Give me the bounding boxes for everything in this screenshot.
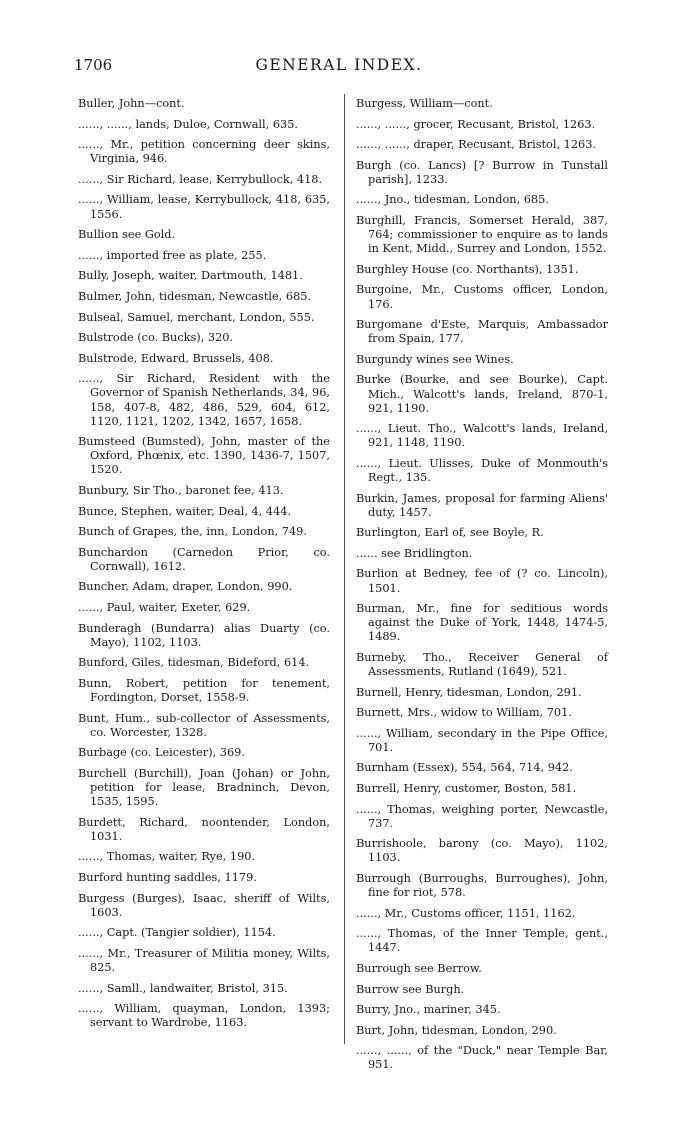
index-entry: ......, Sir Richard, Resident with the Governor of Spanish Netherlands, 34, 96, 158, 407-8, 482, 486, 529, 604, 612, 1120, 1121, 1202, 1342, 1657, 1658. xyxy=(78,372,330,428)
index-column-right xyxy=(356,97,608,1079)
index-entry: Burgess (Burges), Isaac, sheriff of Wilts, 1603. xyxy=(78,891,330,919)
index-entry: Burnett, Mrs., widow to William, 701. xyxy=(356,706,572,720)
index-entry: Bulstrode (co. Bucks), 320. xyxy=(78,331,234,345)
index-entry: ......, Lieut. Tho., Walcott's lands, Ireland, 921, 1148, 1190. xyxy=(356,422,608,450)
index-entry: ......, ......, lands, Duloe, Cornwall, 635. xyxy=(78,117,298,131)
index-entry: Burghill, Francis, Somerset Herald, 387, 764; commissioner to enquire as to lands in Kent, Midd., Surrey and London, 1552. xyxy=(356,214,608,256)
index-entry: ......, ......, grocer, Recusant, Bristol, 1263. xyxy=(356,117,596,131)
index-entry: Bulmer, John, tidesman, Newcastle, 685. xyxy=(78,289,312,303)
index-entry: Burrough (Burroughs, Burroughes), John, fine for riot, 578. xyxy=(356,872,608,900)
index-entry: Bumsteed (Bumsted), John, master of the Oxford, Phœnix, etc. 1390, 1436-7, 1507, 1520. xyxy=(78,435,330,477)
index-entry: Bunt, Hum., sub-collector of Assessments, co. Worcester, 1328. xyxy=(78,711,330,739)
index-column-left xyxy=(78,97,330,1037)
index-entry: Bulseal, Samuel, merchant, London, 555. xyxy=(78,310,315,324)
index-entry: Burrough see Berrow. xyxy=(356,962,482,975)
index-entry: Bunce, Stephen, waiter, Deal, 4, 444. xyxy=(78,504,292,518)
index-entry: Burgomane d'Este, Marquis, Ambassador from Spain, 177. xyxy=(356,318,608,346)
index-entry: Burghley House (co. Northants), 1351. xyxy=(356,262,579,276)
index-entry: Buncher, Adam, draper, London, 990. xyxy=(78,580,293,594)
index-entry: ......, Paul, waiter, Exeter, 629. xyxy=(78,601,251,615)
index-entry: ...... see Bridlington. xyxy=(356,546,473,560)
index-entry: Burneby, Tho., Receiver General of Assessments, Rutland (1649), 521. xyxy=(356,650,608,678)
index-entry: ......, ......, draper, Recusant, Bristol, 1263. xyxy=(356,138,596,152)
index-entry: Burrishoole, barony (co. Mayo), 1102, 1103. xyxy=(356,837,608,865)
index-entry: ......, Thomas, of the Inner Temple, gent., 1447. xyxy=(356,927,608,955)
page-number: 1706 xyxy=(74,56,113,74)
index-entry: ......, Mr., Customs officer, 1151, 1162. xyxy=(356,906,576,920)
index-entry: ......, William, secondary in the Pipe Office, 701. xyxy=(356,726,608,754)
index-entry: Bunbury, Sir Tho., baronet fee, 413. xyxy=(78,483,284,497)
index-entry: Burry, Jno., mariner, 345. xyxy=(356,1003,501,1017)
index-entry: Burgh (co. Lancs) [? Burrow in Tunstall parish], 1233. xyxy=(356,158,608,186)
index-entry: ......, Thomas, weighing porter, Newcastle, 737. xyxy=(356,802,608,830)
index-entry: Burlion at Bedney, fee of (? co. Lincoln), 1501. xyxy=(356,567,608,595)
index-entry: ......, William, lease, Kerrybullock, 418, 635, 1556. xyxy=(78,193,330,221)
index-entry: Buller, John—cont. xyxy=(78,97,185,110)
index-entry: Burrow see Burgh. xyxy=(356,982,465,996)
index-entry: Burbage (co. Leicester), 369. xyxy=(78,746,245,760)
page-header xyxy=(74,56,604,84)
index-entry: ......, Sir Richard, lease, Kerrybullock, 418. xyxy=(78,172,323,186)
index-entry: ......, Mr., petition concerning deer skins, Virginia, 946. xyxy=(78,138,330,166)
index-entry: Bunford, Giles, tidesman, Bideford, 614. xyxy=(78,656,310,670)
index-entry: Burgundy wines see Wines. xyxy=(356,352,514,366)
index-entry: Burford hunting saddles, 1179. xyxy=(78,870,257,884)
page-title: GENERAL INDEX. xyxy=(255,56,423,74)
index-entry: Burnham (Essex), 554, 564, 714, 942. xyxy=(356,761,573,775)
index-entry: Burke (Bourke, and see Bourke), Capt. Mich., Walcott's lands, Ireland, 870-1, 921, 1190. xyxy=(356,373,608,415)
index-entry: ......, Jno., tidesman, London, 685. xyxy=(356,193,549,207)
index-entry: ......, ......, of the "Duck," near Temple Bar, 951. xyxy=(356,1044,608,1072)
index-entry: ......, Lieut. Ulisses, Duke of Monmouth's Regt., 135. xyxy=(356,456,608,484)
index-entry: Bunch of Grapes, the, inn, London, 749. xyxy=(78,525,307,539)
index-entry: ......, William, quayman, London, 1393; servant to Wardrobe, 1163. xyxy=(78,1002,330,1030)
index-entry: Burkin, James, proposal for farming Aliens' duty, 1457. xyxy=(356,491,608,519)
index-entry: Burlington, Earl of, see Boyle, R. xyxy=(356,526,544,540)
index-entry: Bunchardon (Carnedon Prior, co. Cornwall), 1612. xyxy=(78,545,330,573)
column-divider xyxy=(344,94,345,1044)
index-entry: Bunderagh (Bundarra) alias Duarty (co. Mayo), 1102, 1103. xyxy=(78,621,330,649)
index-entry: Burnell, Henry, tidesman, London, 291. xyxy=(356,685,582,699)
index-entry: Burdett, Richard, noontender, London, 1031. xyxy=(78,815,330,843)
index-entry: Bunn, Robert, petition for tenement, Fordington, Dorset, 1558-9. xyxy=(78,676,330,704)
index-entry: ......, Samll., landwaiter, Bristol, 315. xyxy=(78,981,288,995)
index-entry: Bully, Joseph, waiter, Dartmouth, 1481. xyxy=(78,269,303,283)
index-entry: Burchell (Burchill), Joan (Johan) or John, petition for lease, Bradninch, Devon, 1535, 1595. xyxy=(78,766,330,809)
index-entry: ......, imported free as plate, 255. xyxy=(78,248,267,262)
index-entry: Burgoine, Mr., Customs officer, London, 176. xyxy=(356,283,608,311)
index-entry: ......, Thomas, waiter, Rye, 190. xyxy=(78,850,256,864)
index-entry: Bulstrode, Edward, Brussels, 408. xyxy=(78,351,274,365)
index-entry: Burt, John, tidesman, London, 290. xyxy=(356,1023,557,1037)
index-entry: Bullion see Gold. xyxy=(78,228,176,242)
index-entry: ......, Capt. (Tangier soldier), 1154. xyxy=(78,926,276,940)
index-entry: Burgess, William—cont. xyxy=(356,97,493,110)
index-entry: Burrell, Henry, customer, Boston, 581. xyxy=(356,782,577,796)
index-entry: ......, Mr., Treasurer of Militia money, Wilts, 825. xyxy=(78,946,330,974)
index-entry: Burman, Mr., fine for seditious words against the Duke of York, 1448, 1474-5, 1489. xyxy=(356,602,608,644)
